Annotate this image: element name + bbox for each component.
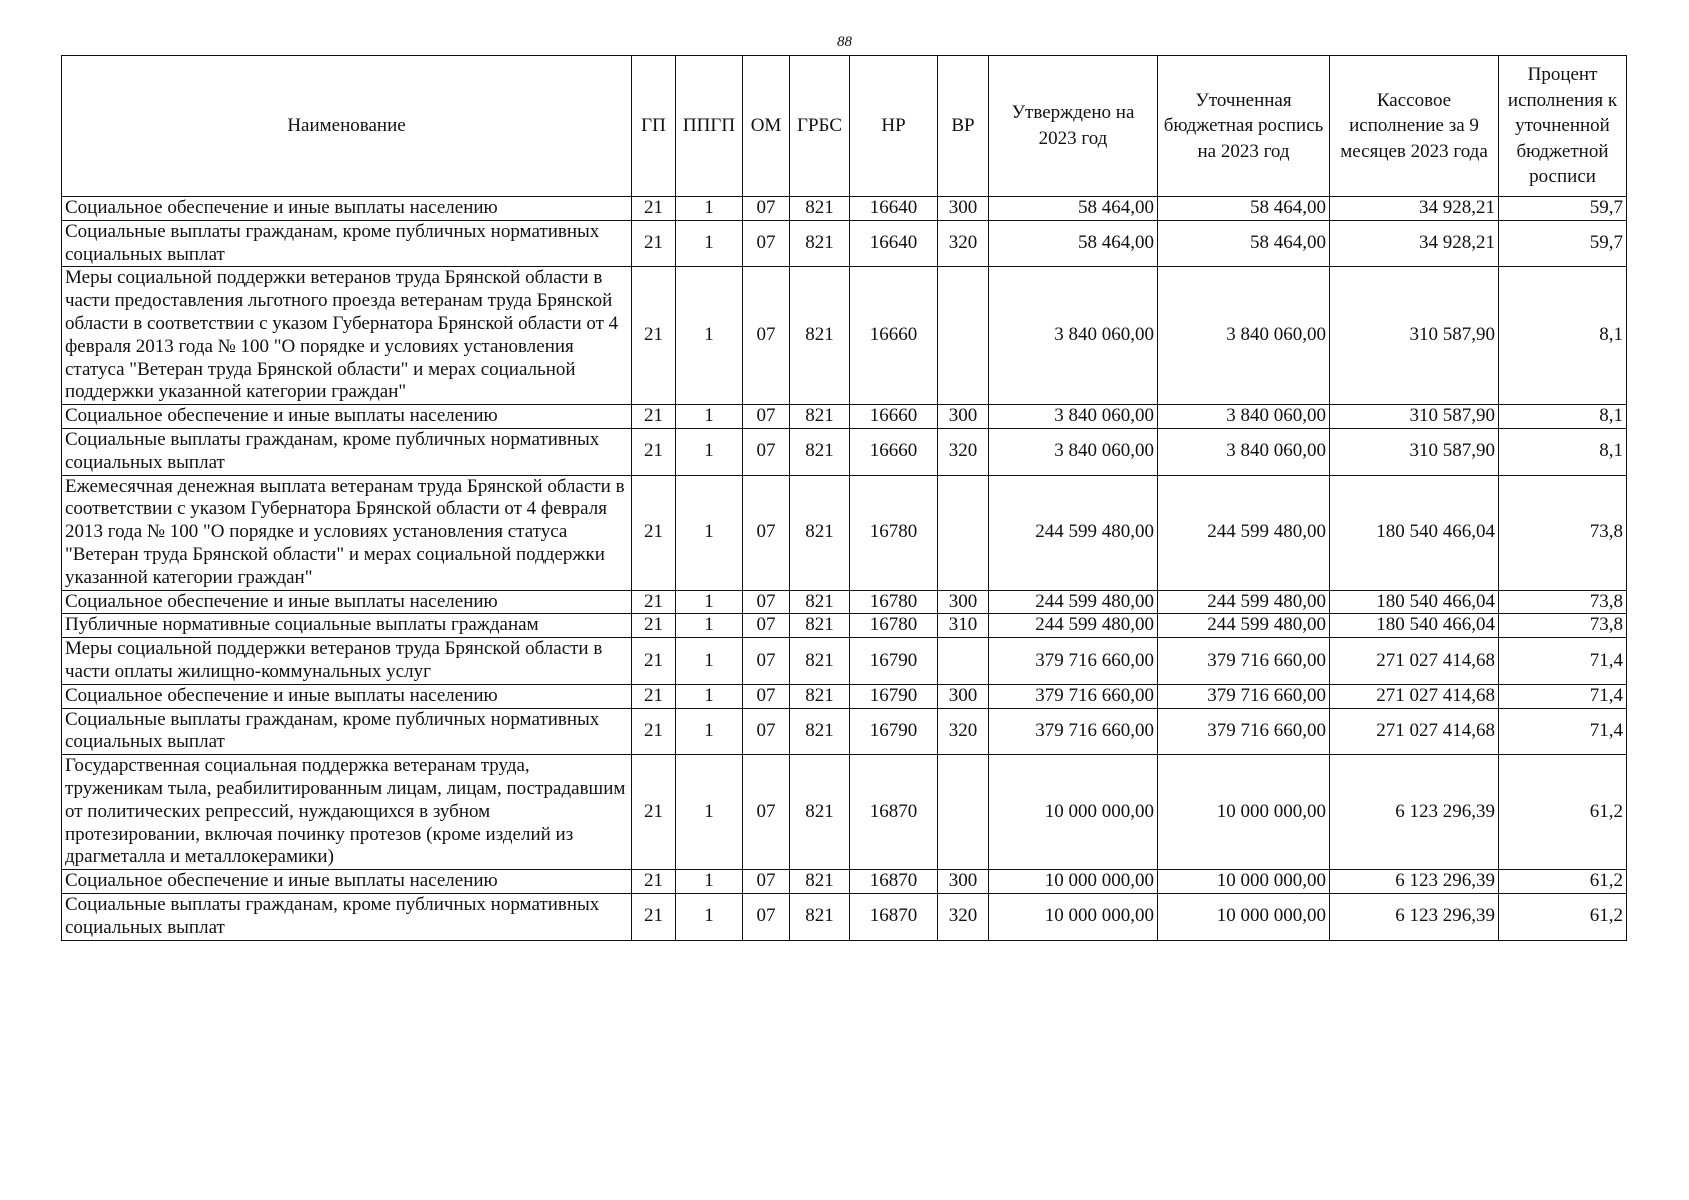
table-row [62,614,1627,638]
cell-name: Социальные выплаты гражданам, кроме публичных нормативных социальных выплат [62,220,632,267]
cell-percent: 73,8 [1499,475,1627,590]
cell-cash: 180 540 466,04 [1330,475,1499,590]
budget-table [61,55,1627,941]
cell-om: 07 [743,755,790,870]
cell-gp: 21 [632,475,676,590]
table-row [62,755,1627,870]
cell-name: Социальное обеспечение и иные выплаты населению [62,405,632,429]
cell-nr: 16790 [850,638,938,685]
cell-cash: 34 928,21 [1330,197,1499,221]
cell-nr: 16790 [850,708,938,755]
cell-om: 07 [743,220,790,267]
cell-vr: 300 [938,590,989,614]
cell-vr: 310 [938,614,989,638]
cell-percent: 59,7 [1499,220,1627,267]
cell-percent: 8,1 [1499,428,1627,475]
cell-name: Меры социальной поддержки ветеранов труда Брянской области в части предоставления льготного проезда ветеранам труда Брянской области в соответствии с указом Губернатора Брянской области от 4 февраля 2013 года № 100 "О порядке и условиях установления статуса "Ветеран труда Брянской области" и мерах социальной поддержки указанной категории граждан" [62,267,632,405]
table-row [62,428,1627,475]
cell-grbs: 821 [790,405,850,429]
cell-approved: 379 716 660,00 [989,638,1158,685]
cell-refined: 58 464,00 [1158,197,1330,221]
cell-grbs: 821 [790,755,850,870]
cell-cash: 180 540 466,04 [1330,590,1499,614]
cell-refined: 3 840 060,00 [1158,267,1330,405]
cell-nr: 16870 [850,870,938,894]
cell-grbs: 821 [790,428,850,475]
cell-vr: 320 [938,428,989,475]
cell-approved: 58 464,00 [989,220,1158,267]
cell-grbs: 821 [790,590,850,614]
cell-refined: 3 840 060,00 [1158,405,1330,429]
cell-cash: 271 027 414,68 [1330,638,1499,685]
cell-vr: 300 [938,870,989,894]
cell-cash: 310 587,90 [1330,405,1499,429]
header-ppgp: ППГП [676,56,743,197]
cell-gp: 21 [632,428,676,475]
header-refined: Уточненная бюджетная роспись на 2023 год [1158,56,1330,197]
cell-percent: 61,2 [1499,893,1627,940]
cell-nr: 16870 [850,893,938,940]
cell-approved: 10 000 000,00 [989,893,1158,940]
cell-om: 07 [743,870,790,894]
header-row [62,56,1627,197]
cell-om: 07 [743,684,790,708]
cell-om: 07 [743,614,790,638]
cell-percent: 71,4 [1499,684,1627,708]
cell-approved: 244 599 480,00 [989,590,1158,614]
cell-cash: 271 027 414,68 [1330,708,1499,755]
cell-grbs: 821 [790,197,850,221]
cell-vr [938,755,989,870]
cell-gp: 21 [632,590,676,614]
cell-nr: 16640 [850,220,938,267]
cell-vr: 320 [938,893,989,940]
header-grbs: ГРБС [790,56,850,197]
cell-vr [938,638,989,685]
cell-percent: 8,1 [1499,405,1627,429]
cell-om: 07 [743,708,790,755]
cell-om: 07 [743,267,790,405]
cell-refined: 10 000 000,00 [1158,755,1330,870]
cell-gp: 21 [632,405,676,429]
table-row [62,475,1627,590]
cell-gp: 21 [632,614,676,638]
table-row [62,220,1627,267]
cell-name: Публичные нормативные социальные выплаты гражданам [62,614,632,638]
cell-cash: 310 587,90 [1330,267,1499,405]
cell-approved: 58 464,00 [989,197,1158,221]
cell-grbs: 821 [790,708,850,755]
table-body [62,197,1627,941]
cell-cash: 6 123 296,39 [1330,755,1499,870]
table-row [62,590,1627,614]
cell-percent: 61,2 [1499,755,1627,870]
cell-refined: 244 599 480,00 [1158,475,1330,590]
cell-gp: 21 [632,893,676,940]
header-percent: Процент исполнения к уточненной бюджетной росписи [1499,56,1627,197]
cell-name: Государственная социальная поддержка ветеранам труда, труженикам тыла, реабилитированным лицам, лицам, пострадавшим от политических репрессий, нуждающихся в зубном протезировании, включая починку протезов (кроме изделий из драгметалла и металлокерамики) [62,755,632,870]
cell-approved: 3 840 060,00 [989,405,1158,429]
cell-name: Социальное обеспечение и иные выплаты населению [62,870,632,894]
cell-nr: 16640 [850,197,938,221]
cell-name: Ежемесячная денежная выплата ветеранам труда Брянской области в соответствии с указом Губернатора Брянской области от 4 февраля 2013 года № 100 "О порядке и условиях установления статуса "Ветеран труда Брянской области" и мерах социальной поддержки указанной категории граждан" [62,475,632,590]
table-row [62,684,1627,708]
table-row [62,267,1627,405]
cell-nr: 16780 [850,614,938,638]
cell-nr: 16790 [850,684,938,708]
cell-grbs: 821 [790,684,850,708]
cell-approved: 379 716 660,00 [989,708,1158,755]
cell-approved: 10 000 000,00 [989,755,1158,870]
cell-ppgp: 1 [676,405,743,429]
cell-refined: 244 599 480,00 [1158,590,1330,614]
cell-vr: 320 [938,220,989,267]
cell-om: 07 [743,893,790,940]
cell-refined: 379 716 660,00 [1158,638,1330,685]
cell-vr: 300 [938,197,989,221]
table-row [62,708,1627,755]
cell-ppgp: 1 [676,428,743,475]
page-number: 88 [837,34,852,50]
cell-name: Социальное обеспечение и иные выплаты населению [62,590,632,614]
cell-gp: 21 [632,870,676,894]
cell-refined: 10 000 000,00 [1158,870,1330,894]
cell-ppgp: 1 [676,708,743,755]
cell-nr: 16660 [850,405,938,429]
header-gp: ГП [632,56,676,197]
cell-vr [938,267,989,405]
cell-cash: 271 027 414,68 [1330,684,1499,708]
cell-vr: 300 [938,684,989,708]
cell-nr: 16660 [850,428,938,475]
cell-grbs: 821 [790,893,850,940]
cell-ppgp: 1 [676,267,743,405]
cell-gp: 21 [632,684,676,708]
cell-vr: 320 [938,708,989,755]
cell-gp: 21 [632,267,676,405]
cell-refined: 3 840 060,00 [1158,428,1330,475]
cell-cash: 6 123 296,39 [1330,870,1499,894]
cell-percent: 59,7 [1499,197,1627,221]
cell-nr: 16870 [850,755,938,870]
cell-grbs: 821 [790,267,850,405]
cell-ppgp: 1 [676,755,743,870]
table-row [62,870,1627,894]
cell-ppgp: 1 [676,638,743,685]
cell-ppgp: 1 [676,590,743,614]
cell-grbs: 821 [790,870,850,894]
table-row [62,405,1627,429]
cell-name: Социальные выплаты гражданам, кроме публичных нормативных социальных выплат [62,708,632,755]
cell-ppgp: 1 [676,614,743,638]
cell-percent: 73,8 [1499,590,1627,614]
table-row [62,197,1627,221]
header-cash: Кассовое исполнение за 9 месяцев 2023 года [1330,56,1499,197]
header-om: ОМ [743,56,790,197]
cell-refined: 10 000 000,00 [1158,893,1330,940]
cell-percent: 71,4 [1499,638,1627,685]
cell-vr: 300 [938,405,989,429]
cell-om: 07 [743,405,790,429]
cell-refined: 379 716 660,00 [1158,708,1330,755]
cell-vr [938,475,989,590]
cell-percent: 71,4 [1499,708,1627,755]
cell-name: Социальное обеспечение и иные выплаты населению [62,684,632,708]
cell-name: Социальное обеспечение и иные выплаты населению [62,197,632,221]
cell-nr: 16780 [850,590,938,614]
cell-om: 07 [743,475,790,590]
table-row [62,638,1627,685]
cell-gp: 21 [632,220,676,267]
cell-percent: 73,8 [1499,614,1627,638]
header-vr: ВР [938,56,989,197]
cell-percent: 8,1 [1499,267,1627,405]
cell-gp: 21 [632,708,676,755]
cell-om: 07 [743,638,790,685]
cell-refined: 379 716 660,00 [1158,684,1330,708]
cell-grbs: 821 [790,614,850,638]
table-header [62,56,1627,197]
cell-approved: 3 840 060,00 [989,428,1158,475]
cell-ppgp: 1 [676,684,743,708]
cell-refined: 244 599 480,00 [1158,614,1330,638]
cell-om: 07 [743,197,790,221]
cell-name: Меры социальной поддержки ветеранов труда Брянской области в части оплаты жилищно-коммунальных услуг [62,638,632,685]
cell-ppgp: 1 [676,870,743,894]
cell-grbs: 821 [790,638,850,685]
header-nr: НР [850,56,938,197]
cell-approved: 379 716 660,00 [989,684,1158,708]
header-approved: Утверждено на 2023 год [989,56,1158,197]
cell-gp: 21 [632,638,676,685]
cell-name: Социальные выплаты гражданам, кроме публичных нормативных социальных выплат [62,893,632,940]
cell-approved: 244 599 480,00 [989,475,1158,590]
cell-name: Социальные выплаты гражданам, кроме публичных нормативных социальных выплат [62,428,632,475]
cell-om: 07 [743,428,790,475]
cell-nr: 16780 [850,475,938,590]
cell-cash: 34 928,21 [1330,220,1499,267]
cell-gp: 21 [632,755,676,870]
cell-ppgp: 1 [676,197,743,221]
cell-ppgp: 1 [676,893,743,940]
table-row [62,893,1627,940]
cell-gp: 21 [632,197,676,221]
cell-refined: 58 464,00 [1158,220,1330,267]
cell-approved: 10 000 000,00 [989,870,1158,894]
cell-approved: 244 599 480,00 [989,614,1158,638]
cell-grbs: 821 [790,475,850,590]
cell-grbs: 821 [790,220,850,267]
cell-ppgp: 1 [676,475,743,590]
header-name: Наименование [62,56,632,197]
cell-approved: 3 840 060,00 [989,267,1158,405]
cell-cash: 310 587,90 [1330,428,1499,475]
cell-nr: 16660 [850,267,938,405]
cell-ppgp: 1 [676,220,743,267]
cell-cash: 6 123 296,39 [1330,893,1499,940]
cell-percent: 61,2 [1499,870,1627,894]
cell-om: 07 [743,590,790,614]
cell-cash: 180 540 466,04 [1330,614,1499,638]
